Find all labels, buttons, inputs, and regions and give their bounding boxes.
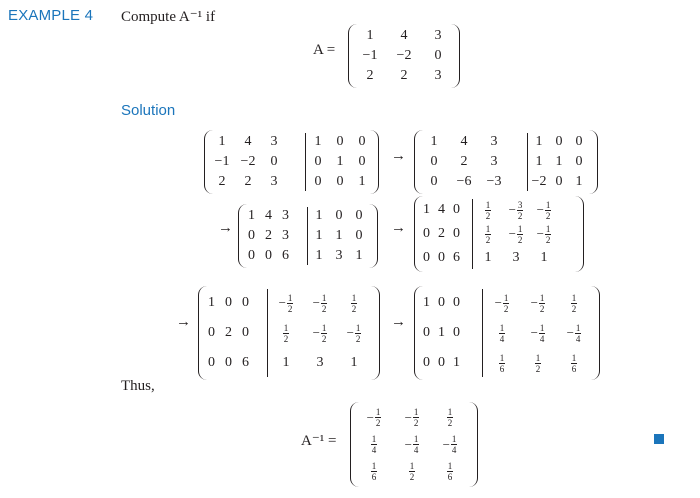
inverse-label: A⁻¹ = [301,433,337,449]
augment-separator [472,199,473,269]
example-label: EXAMPLE 4 [8,7,94,24]
matrix-entry: 3 [434,28,442,43]
row-reduction-arrow: → [391,148,406,164]
matrix-entry: $\frac{1}{2}$ [535,352,541,374]
matrix-entry: 3 [270,134,278,149]
augmented-matrix-step-2 [414,130,598,194]
matrix-entry: 1 [484,250,492,265]
matrix-entry: 0 [242,295,249,310]
matrix-entry: $\frac{1}{6}$ [447,461,453,482]
matrix-entry: 1 [358,174,366,189]
matrix-entry: 0 [336,134,344,149]
matrix-entry: 3 [512,250,520,265]
matrix-entry: 1 [218,134,226,149]
matrix-entry: − $\frac{1}{2}$ [312,292,327,314]
matrix-entry: 0 [358,134,366,149]
matrix-entry: 1 [540,250,548,265]
matrix-entry: −3 [486,174,502,189]
matrix-entry: − $\frac{1}{2}$ [494,292,509,314]
matrix-entry: 0 [453,325,460,340]
matrix-entry: $\frac{1}{2}$ [485,199,491,221]
matrix-entry: 1 [366,28,374,43]
matrix-entry: 0 [430,174,438,189]
augment-separator [305,133,306,191]
matrix-entry: 3 [434,68,442,83]
matrix-row [351,431,477,458]
matrix-entry: 1 [535,134,543,149]
augmented-matrix-step-4 [414,196,584,272]
matrix-entry: − $\frac{1}{2}$ [508,223,523,245]
matrix-entry: −2 [531,174,547,189]
matrix-entry: 0 [453,226,460,241]
matrix-entry: 0 [430,154,438,169]
matrix-entry: 6 [282,248,289,263]
matrix-entry: 1 [335,228,343,243]
matrix-entry: 1 [336,154,344,169]
matrix-entry: − $\frac{1}{2}$ [366,407,381,428]
matrix-row [239,206,377,226]
matrix-entry: 1 [315,248,323,263]
matrix-entry: 4 [244,134,252,149]
matrix-entry: $\frac{1}{2}$ [283,322,289,344]
matrix-entry: 1 [315,208,323,223]
matrix-entry: 0 [314,174,322,189]
matrix-entry: 2 [366,68,374,83]
matrix-row [415,222,583,246]
matrix-entry: $\frac{1}{4}$ [499,322,505,344]
matrix-entry: 0 [208,355,215,370]
matrix-row [415,172,597,192]
matrix-entry: − $\frac{1}{4}$ [530,322,545,344]
matrix-entry: 3 [282,228,289,243]
augmented-matrix-step-6 [414,286,600,380]
matrix-row [415,198,583,222]
augmented-matrix-step-3 [238,204,378,268]
matrix-entry: 0 [575,154,583,169]
matrix-row [415,246,583,270]
matrix-entry: $\frac{1}{6}$ [371,461,377,482]
thus-label: Thus, [121,378,155,394]
matrix-entry: − $\frac{1}{2}$ [278,292,293,314]
matrix-entry: − $\frac{1}{2}$ [404,407,419,428]
matrix-entry: 1 [453,355,460,370]
matrix-row [349,66,459,86]
matrix-entry: 0 [265,248,272,263]
matrix-entry: 0 [336,174,344,189]
matrix-entry: 3 [282,208,289,223]
solution-label: Solution [121,102,176,119]
matrix-entry: − $\frac{1}{4}$ [566,322,581,344]
matrix-row [205,132,378,152]
matrix-row [415,288,599,318]
matrix-entry: 1 [555,154,563,169]
matrix-entry: 1 [350,355,358,370]
matrix-entry: −1 [362,48,378,63]
matrix-entry: 0 [423,226,430,241]
matrix-a-inverse [350,402,478,487]
matrix-entry: −2 [396,48,412,63]
matrix-entry: 4 [400,28,408,43]
matrix-entry: 0 [423,355,430,370]
matrix-entry: 1 [355,248,363,263]
matrix-entry: 1 [423,202,430,217]
matrix-entry: 0 [355,208,363,223]
matrix-entry: 0 [438,355,445,370]
matrix-entry: 2 [400,68,408,83]
matrix-row [199,348,379,378]
matrix-entry: 0 [438,295,445,310]
matrix-entry: 4 [265,208,272,223]
matrix-entry: 4 [460,134,468,149]
matrix-row [349,46,459,66]
matrix-entry: $\frac{1}{4}$ [371,434,377,455]
matrix-entry: 2 [438,226,445,241]
matrix-entry: − $\frac{1}{4}$ [404,434,419,455]
matrix-entry: 1 [282,355,290,370]
matrix-row [349,26,459,46]
matrix-entry: 1 [575,174,583,189]
matrix-entry: 0 [225,355,232,370]
matrix-entry: 0 [248,228,255,243]
matrix-entry: 0 [434,48,442,63]
matrix-row [205,152,378,172]
matrix-entry: 2 [460,154,468,169]
matrix-entry: 1 [423,295,430,310]
matrix-entry: 2 [244,174,252,189]
matrix-entry: 2 [265,228,272,243]
matrix-entry: $\frac{1}{2}$ [447,407,453,428]
matrix-row [415,318,599,348]
matrix-entry: 0 [453,202,460,217]
matrix-entry: −1 [214,154,230,169]
row-reduction-arrow: → [391,314,406,330]
matrix-entry: 0 [208,325,215,340]
matrix-row [199,288,379,318]
equation-a-label: A = [313,42,336,58]
matrix-row [415,132,597,152]
matrix-entry: 0 [335,208,343,223]
matrix-row [351,458,477,485]
matrix-entry: 3 [490,134,498,149]
matrix-entry: $\frac{1}{2}$ [485,223,491,245]
matrix-row [415,152,597,172]
augment-separator [482,289,483,377]
matrix-entry: 3 [335,248,343,263]
matrix-entry: 0 [423,325,430,340]
matrix-entry: − $\frac{1}{2}$ [536,223,551,245]
row-reduction-arrow: → [176,314,191,330]
matrix-entry: $\frac{1}{2}$ [571,292,577,314]
matrix-entry: − $\frac{1}{2}$ [530,292,545,314]
matrix-entry: − $\frac{1}{2}$ [312,322,327,344]
matrix-entry: −6 [456,174,472,189]
matrix-entry: 1 [535,154,543,169]
matrix-entry: 1 [208,295,215,310]
matrix-entry: 0 [270,154,278,169]
row-reduction-arrow: → [391,220,406,236]
matrix-entry: −2 [240,154,256,169]
matrix-entry: 1 [315,228,323,243]
matrix-entry: 0 [438,250,445,265]
matrix-entry: 0 [314,154,322,169]
augmented-matrix-step-5 [198,286,380,380]
matrix-entry: 3 [490,154,498,169]
matrix-entry: 1 [430,134,438,149]
matrix-entry: 0 [248,248,255,263]
matrix-entry: − $\frac{3}{2}$ [508,199,523,221]
augment-separator [307,207,308,265]
matrix-entry: 0 [355,228,363,243]
matrix-entry: 0 [423,250,430,265]
augment-separator [267,289,268,377]
row-reduction-arrow: → [218,220,233,236]
example-prompt: Compute A⁻¹ if [121,9,216,25]
matrix-entry: 6 [453,250,460,265]
matrix-entry: 3 [270,174,278,189]
matrix-row [415,348,599,378]
matrix-row [351,404,477,431]
matrix-a [348,24,460,88]
matrix-entry: 0 [555,134,563,149]
matrix-entry: 2 [225,325,232,340]
matrix-entry: 1 [248,208,255,223]
matrix-entry: $\frac{1}{6}$ [571,352,577,374]
augmented-matrix-step-1 [204,130,379,194]
end-of-example-mark [654,434,664,444]
matrix-entry: 3 [316,355,324,370]
matrix-entry: $\frac{1}{6}$ [499,352,505,374]
matrix-entry: 4 [438,202,445,217]
matrix-entry: 0 [555,174,563,189]
matrix-entry: 1 [314,134,322,149]
matrix-entry: 1 [438,325,445,340]
matrix-entry: $\frac{1}{2}$ [351,292,357,314]
matrix-entry: 6 [242,355,249,370]
matrix-entry: $\frac{1}{2}$ [409,461,415,482]
matrix-row [205,172,378,192]
matrix-entry: 2 [218,174,226,189]
matrix-row [239,226,377,246]
matrix-entry: 0 [575,134,583,149]
matrix-entry: 0 [358,154,366,169]
augment-separator [527,133,528,191]
matrix-entry: 0 [453,295,460,310]
matrix-entry: − $\frac{1}{2}$ [536,199,551,221]
matrix-row [199,318,379,348]
matrix-entry: − $\frac{1}{4}$ [442,434,457,455]
matrix-entry: 0 [225,295,232,310]
matrix-entry: 0 [242,325,249,340]
matrix-entry: − $\frac{1}{2}$ [346,322,361,344]
matrix-row [239,246,377,266]
